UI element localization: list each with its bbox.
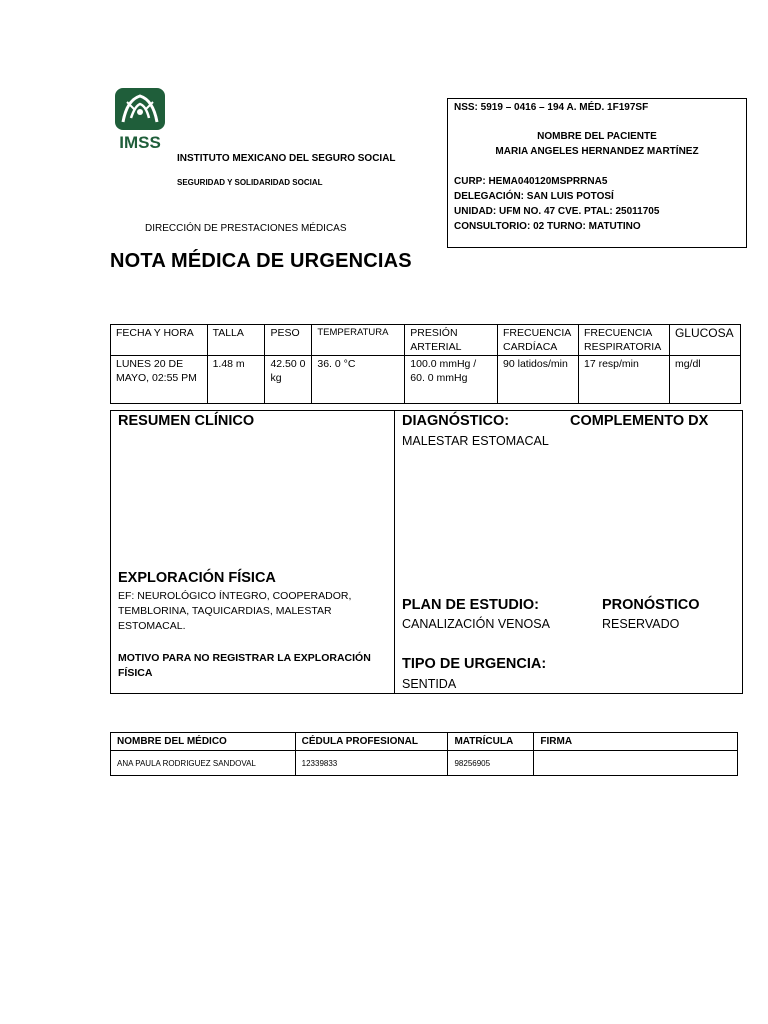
direction-name: DIRECCIÓN DE PRESTACIONES MÉDICAS: [145, 223, 347, 234]
patient-office: CONSULTORIO: 02 TURNO: MATUTINO: [454, 221, 641, 232]
vitals-header-row: [111, 325, 741, 356]
doctor-header-cell: MATRÍCULA: [448, 733, 534, 751]
patient-info-box: [447, 98, 747, 248]
vitals-header-cell: FECHA Y HORA: [111, 325, 208, 356]
urgency-title: TIPO DE URGENCIA:: [402, 656, 547, 672]
institute-motto: SEGURIDAD Y SOLIDARIDAD SOCIAL: [177, 178, 323, 187]
imss-emblem-icon: [113, 88, 167, 150]
doctor-license: 12339833: [295, 751, 448, 776]
vitals-value-row: [111, 356, 741, 404]
doctor-header-cell: CÉDULA PROFESIONAL: [295, 733, 448, 751]
prognosis-value: RESERVADO: [602, 617, 680, 631]
institute-name: INSTITUTO MEXICANO DEL SEGURO SOCIAL: [177, 153, 396, 164]
doctor-table: [110, 732, 738, 776]
doctor-name: ANA PAULA RODRIGUEZ SANDOVAL: [111, 751, 296, 776]
vitals-blood-pressure: 100.0 mmHg / 60. 0 mmHg: [405, 356, 498, 404]
diagnosis-value: MALESTAR ESTOMACAL: [402, 434, 549, 448]
vitals-header-cell: TEMPERATURA: [312, 325, 405, 356]
patient-delegation: DELEGACIÓN: SAN LUIS POTOSÍ: [454, 191, 614, 202]
clinical-summary-box: [110, 410, 743, 694]
column-divider: [394, 411, 395, 693]
vitals-header-cell: PESO: [265, 325, 312, 356]
doctor-registration: 98256905: [448, 751, 534, 776]
page-title: NOTA MÉDICA DE URGENCIAS: [110, 250, 412, 272]
vitals-header-cell: TALLA: [207, 325, 265, 356]
summary-title: RESUMEN CLÍNICO: [118, 413, 255, 429]
vitals-heart-rate: 90 latidos/min: [498, 356, 579, 404]
doctor-header-cell: NOMBRE DEL MÉDICO: [111, 733, 296, 751]
prognosis-title: PRONÓSTICO: [602, 597, 700, 613]
logo-text: IMSS: [119, 133, 161, 150]
patient-curp: CURP: HEMA040120MSPRRNA5: [454, 176, 608, 187]
plan-title: PLAN DE ESTUDIO:: [402, 597, 539, 613]
complement-dx-title: COMPLEMENTO DX: [570, 413, 709, 429]
patient-nss: NSS: 5919 – 0416 – 194 A. MÉD. 1F197SF: [454, 102, 649, 113]
doctor-signature: [534, 751, 738, 776]
urgency-value: SENTIDA: [402, 677, 457, 691]
vitals-header-cell: FRECUENCIA CARDÍACA: [498, 325, 579, 356]
doctor-header-cell: FIRMA: [534, 733, 738, 751]
imss-logo: [113, 88, 167, 150]
patient-name-label: NOMBRE DEL PACIENTE: [537, 131, 657, 142]
vitals-height: 1.48 m: [207, 356, 265, 404]
doctor-header-row: [111, 733, 738, 751]
patient-name: MARIA ANGELES HERNANDEZ MARTÍNEZ: [495, 146, 699, 157]
vitals-glucose: mg/dl: [669, 356, 740, 404]
diagnosis-title: DIAGNÓSTICO:: [402, 413, 510, 429]
vitals-weight: 42.50 0 kg: [265, 356, 312, 404]
exploration-text: EF: NEUROLÓGICO ÍNTEGRO, COOPERADOR, TEMBLORINA, TAQUICARDIAS, MALESTAR ESTOMACAL.: [118, 590, 352, 632]
doctor-value-row: [111, 751, 738, 776]
no-exploration-reason: MOTIVO PARA NO REGISTRAR LA EXPLORACIÓN FÍSICA: [118, 652, 371, 679]
vitals-resp-rate: 17 resp/min: [578, 356, 669, 404]
vitals-table: [110, 324, 741, 404]
vitals-header-cell: PRESIÓN ARTERIAL: [405, 325, 498, 356]
exploration-title: EXPLORACIÓN FÍSICA: [118, 570, 276, 586]
vitals-date: LUNES 20 DE MAYO, 02:55 PM: [111, 356, 208, 404]
vitals-header-cell: FRECUENCIA RESPIRATORIA: [578, 325, 669, 356]
patient-unit: UNIDAD: UFM NO. 47 CVE. PTAL: 25011705: [454, 206, 660, 217]
vitals-temperature: 36. 0 °C: [312, 356, 405, 404]
plan-value: CANALIZACIÓN VENOSA: [402, 617, 550, 631]
vitals-header-cell: GLUCOSA: [669, 325, 740, 356]
